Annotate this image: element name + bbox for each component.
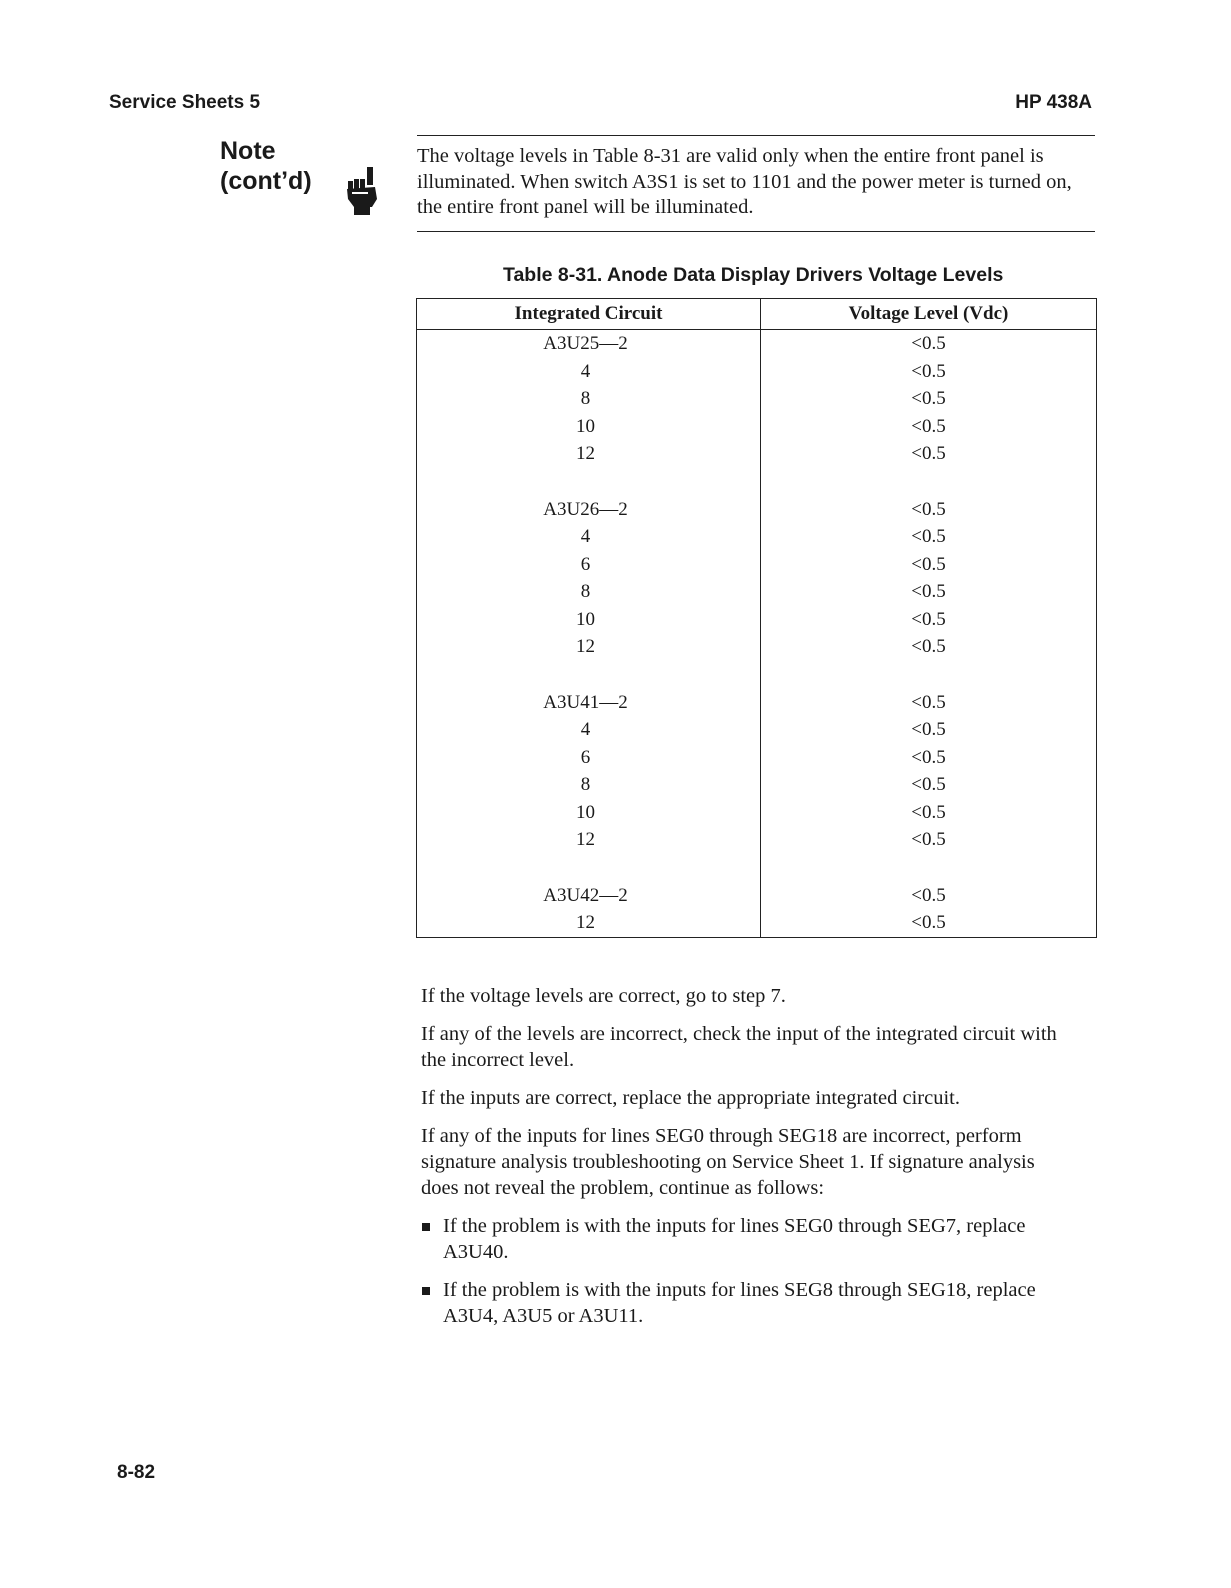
cell-voltage-level: <0.5: [911, 333, 946, 355]
manual-model-header: HP 438A: [1015, 92, 1092, 113]
cell-integrated-circuit: A3U41—2: [417, 689, 761, 717]
table-row: [417, 689, 1097, 717]
note-label: [220, 136, 312, 196]
note-text: The voltage levels in Table 8-31 are valid only when the entire front panel is illuminated. When switch A3S1 is set to 1101 and the power meter is turned on, the entire front panel will be illuminated.: [417, 145, 1072, 218]
cell-integrated-circuit: 8: [417, 578, 761, 606]
note-bottom-rule: [417, 231, 1095, 232]
paragraph-replace-ic: If the inputs are correct, replace the appropriate integrated circuit.: [421, 1087, 960, 1109]
cell-integrated-circuit: 10: [417, 413, 761, 441]
cell-voltage-level: <0.5: [911, 746, 946, 768]
column-header-integrated-circuit: Integrated Circuit: [417, 299, 761, 330]
cell-voltage-level: <0.5: [911, 912, 946, 934]
table-row: [417, 909, 1097, 937]
cell-integrated-circuit: 6: [417, 551, 761, 579]
cell-integrated-circuit: A3U42—2: [417, 882, 761, 910]
bullet-text: If the problem is with the inputs for lines SEG0 through SEG7, replace A3U40.: [443, 1215, 1026, 1263]
table-row: [417, 633, 1097, 661]
voltage-levels-table: [416, 298, 1097, 938]
column-header-voltage-level: Voltage Level (Vdc): [761, 299, 1097, 330]
paragraph-step7: If the voltage levels are correct, go to step 7.: [421, 985, 786, 1007]
cell-voltage-level: <0.5: [911, 636, 946, 658]
table-row: [417, 661, 1097, 689]
cell-voltage-level: [761, 854, 1097, 882]
table-row: [417, 551, 1097, 579]
table-row: [417, 744, 1097, 772]
cell-integrated-circuit: 6: [417, 744, 761, 772]
cell-integrated-circuit: 4: [417, 523, 761, 551]
table-row: [417, 606, 1097, 634]
bullet-square-icon: [422, 1287, 430, 1295]
section-header: Service Sheets 5: [109, 92, 261, 113]
cell-voltage-level: <0.5: [911, 691, 946, 713]
table-row: [417, 358, 1097, 386]
cell-voltage-level: <0.5: [911, 553, 946, 575]
table-row: [417, 771, 1097, 799]
note-label-line2: (cont’d): [220, 167, 312, 195]
cell-integrated-circuit: 4: [417, 358, 761, 386]
note-top-rule: [417, 135, 1095, 136]
bullet-item: [421, 1213, 1071, 1265]
paragraph-signature-analysis: If any of the inputs for lines SEG0 through SEG18 are incorrect, perform signature analysis troubleshooting on Service Sheet 1. If signature analysis does not reveal the problem, continue as follows:: [421, 1125, 1035, 1199]
cell-voltage-level: <0.5: [911, 360, 946, 382]
table-row: [417, 854, 1097, 882]
cell-voltage-level: <0.5: [911, 829, 946, 851]
cell-voltage-level: <0.5: [911, 608, 946, 630]
cell-voltage-level: <0.5: [911, 526, 946, 548]
table-row: [417, 413, 1097, 441]
cell-voltage-level: <0.5: [911, 719, 946, 741]
cell-voltage-level: <0.5: [911, 498, 946, 520]
cell-integrated-circuit: 12: [417, 909, 761, 937]
bullet-text: If the problem is with the inputs for lines SEG8 through SEG18, replace A3U4, A3U5 or A3U11.: [443, 1279, 1036, 1327]
cell-integrated-circuit: 12: [417, 826, 761, 854]
cell-voltage-level: <0.5: [911, 388, 946, 410]
cell-voltage-level: <0.5: [911, 884, 946, 906]
table-row: [417, 716, 1097, 744]
table-row: [417, 385, 1097, 413]
cell-integrated-circuit: [417, 661, 761, 689]
cell-voltage-level: <0.5: [911, 581, 946, 603]
cell-integrated-circuit: A3U25—2: [417, 330, 761, 358]
cell-voltage-level: <0.5: [911, 443, 946, 465]
bullet-square-icon: [422, 1223, 430, 1231]
cell-voltage-level: [761, 468, 1097, 496]
table-title: Table 8-31. Anode Data Display Drivers Voltage Levels: [503, 264, 1004, 286]
cell-voltage-level: <0.5: [911, 774, 946, 796]
cell-integrated-circuit: [417, 854, 761, 882]
table-row: [417, 440, 1097, 468]
cell-integrated-circuit: 8: [417, 385, 761, 413]
table-row: [417, 496, 1097, 524]
table-row: [417, 799, 1097, 827]
cell-integrated-circuit: 10: [417, 799, 761, 827]
table-row: [417, 578, 1097, 606]
cell-integrated-circuit: [417, 468, 761, 496]
table-row: [417, 826, 1097, 854]
cell-integrated-circuit: A3U26—2: [417, 496, 761, 524]
table-row: [417, 523, 1097, 551]
cell-integrated-circuit: 10: [417, 606, 761, 634]
paragraph-incorrect-levels: If any of the levels are incorrect, check the input of the integrated circuit with the incorrect level.: [421, 1023, 1057, 1071]
cell-integrated-circuit: 12: [417, 633, 761, 661]
bullet-list: [421, 1213, 1071, 1329]
table-row: [417, 330, 1097, 358]
cell-integrated-circuit: 12: [417, 440, 761, 468]
cell-voltage-level: <0.5: [911, 415, 946, 437]
page-number: 8-82: [117, 1462, 156, 1483]
cell-integrated-circuit: 8: [417, 771, 761, 799]
cell-voltage-level: [761, 661, 1097, 689]
note-label-line1: Note: [220, 137, 276, 165]
instructions-body: [421, 983, 1071, 1341]
pointing-hand-icon: [344, 165, 380, 217]
table-row: [417, 468, 1097, 496]
cell-voltage-level: <0.5: [911, 801, 946, 823]
bullet-item: [421, 1277, 1071, 1329]
cell-integrated-circuit: 4: [417, 716, 761, 744]
table-row: [417, 882, 1097, 910]
